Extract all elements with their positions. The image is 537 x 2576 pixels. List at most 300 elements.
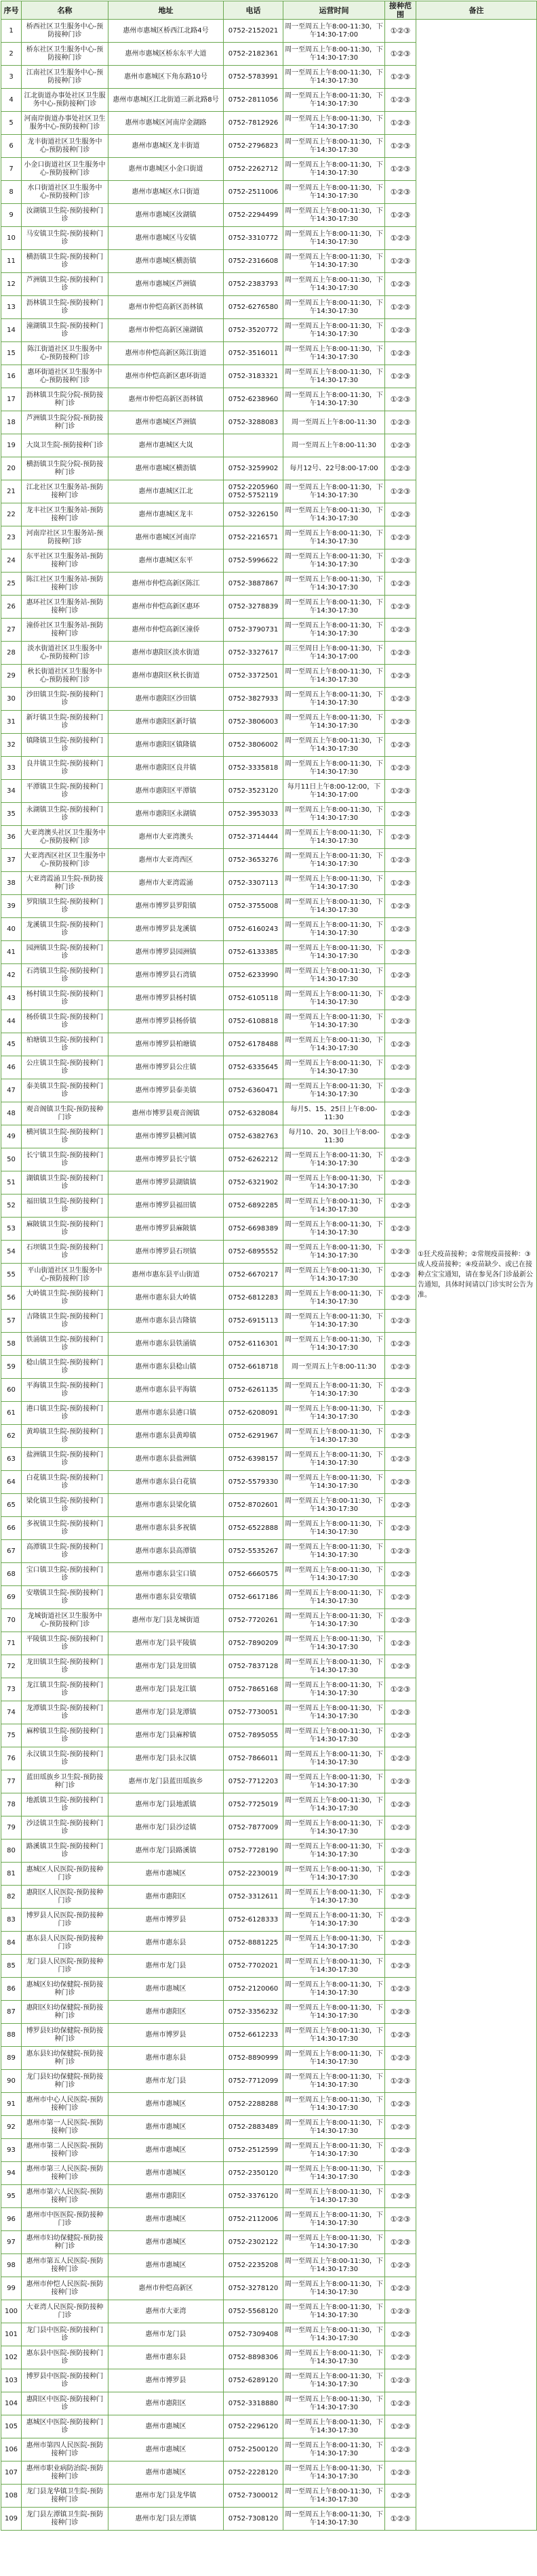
row-index: 41 (1, 941, 22, 964)
vaccine-scope: ①②③ (385, 20, 416, 43)
clinic-name: 江南社区卫生服务中心-预防接种门诊 (22, 66, 108, 89)
clinic-phone: 0752-6895552 (224, 1241, 283, 1264)
vaccine-scope: ①②③ (385, 665, 416, 688)
clinic-address: 惠州市惠城区东平 (108, 549, 224, 573)
clinic-hours: 周一至周五上午8:00-11:30，下午14:30-17:30 (283, 2323, 385, 2346)
clinic-address: 惠州市博罗县龙溪镇 (108, 918, 224, 941)
clinic-address: 惠州市龙门县龙潭镇 (108, 1701, 224, 1724)
clinic-address: 惠州市仲恺高新区潼湖镇 (108, 319, 224, 342)
clinic-phone: 0752-8898306 (224, 2346, 283, 2369)
clinic-hours: 周一至周五上午8:00-11:30，下午14:30-17:30 (283, 1863, 385, 1886)
clinic-phone: 0752-3318880 (224, 2392, 283, 2415)
vaccine-scope: ①②③ (385, 2485, 416, 2508)
clinic-address: 惠州市惠东县 (108, 2047, 224, 2070)
clinic-name: 龙潭镇卫生院-预防接种门诊 (22, 1701, 108, 1724)
vaccine-scope: ①②③ (385, 1909, 416, 1932)
clinic-name: 惠城区妇幼保健院-预防接种门诊 (22, 1978, 108, 2001)
clinic-phone: 0752-5996622 (224, 549, 283, 573)
vaccine-scope: ①②③ (385, 2438, 416, 2461)
row-index: 2 (1, 43, 22, 66)
clinic-name: 河南岸社区卫生服务站-预防接种门诊 (22, 526, 108, 549)
clinic-address: 惠州市博罗县观音阁镇 (108, 1102, 224, 1125)
clinic-name: 惠城区人民医院-预防接种门诊 (22, 1863, 108, 1886)
clinic-address: 惠州市龙门县龙田镇 (108, 1655, 224, 1678)
clinic-name: 柏塘镇卫生院-预防接种门诊 (22, 1033, 108, 1056)
row-index: 43 (1, 987, 22, 1010)
clinic-address: 惠州市博罗县杨侨镇 (108, 1010, 224, 1033)
vaccine-scope: ①②③ (385, 918, 416, 941)
clinic-phone: 0752-2120060 (224, 1978, 283, 2001)
row-index: 86 (1, 1978, 22, 2001)
col-header-name: 名称 (22, 1, 108, 20)
clinic-hours: 周一至周五上午8:00-11:30，下午14:30-17:30 (283, 1701, 385, 1724)
clinic-name: 博罗县妇幼保健院-预防接种门诊 (22, 2024, 108, 2047)
clinic-phone: 0752-3806003 (224, 711, 283, 734)
clinic-address: 惠州市惠城区江北 (108, 480, 224, 503)
clinic-address: 惠州市惠阳区淡水街道 (108, 642, 224, 665)
clinic-hours: 周一至周五上午8:00-11:30，下午14:30-17:30 (283, 2438, 385, 2461)
clinic-hours: 周一至周五上午8:00-11:30，下午14:30-17:30 (283, 89, 385, 112)
row-index: 100 (1, 2300, 22, 2323)
row-index: 17 (1, 388, 22, 411)
clinic-name: 长宁镇卫生院-预防接种门诊 (22, 1148, 108, 1171)
vaccine-scope: ①②③ (385, 2392, 416, 2415)
clinic-name: 龙门县妇幼保健院-预防接种门诊 (22, 2070, 108, 2093)
clinic-phone: 0752-7308120 (224, 2508, 283, 2531)
row-index: 50 (1, 1148, 22, 1171)
row-index: 101 (1, 2323, 22, 2346)
clinic-name: 黄埠镇卫生院-预防接种门诊 (22, 1425, 108, 1448)
clinic-address: 惠州市龙门县龙城街道 (108, 1609, 224, 1632)
vaccine-scope: ①②③ (385, 250, 416, 273)
row-index: 66 (1, 1517, 22, 1540)
row-index: 76 (1, 1747, 22, 1770)
clinic-name: 吉隆镇卫生院-预防接种门诊 (22, 1310, 108, 1333)
clinic-address: 惠州市惠阳区 (108, 1886, 224, 1909)
clinic-name: 龙丰街道社区卫生服务中心-预防接种门诊 (22, 135, 108, 158)
vaccine-scope: ①②③ (385, 2185, 416, 2208)
clinic-name: 惠州市第四人民医院-预防接种门诊 (22, 2438, 108, 2461)
vaccine-scope: ①②③ (385, 1863, 416, 1886)
clinic-phone: 0752-7728190 (224, 1840, 283, 1863)
clinic-hours: 周一至周五上午8:00-11:30，下午14:30-17:30 (283, 2277, 385, 2300)
row-index: 25 (1, 573, 22, 596)
clinic-hours: 周一至周五上午8:00-11:30，下午14:30-17:30 (283, 1471, 385, 1494)
vaccine-scope: ①②③ (385, 1632, 416, 1655)
clinic-phone: 0752-2216571 (224, 526, 283, 549)
row-index: 9 (1, 204, 22, 227)
row-index: 35 (1, 803, 22, 826)
vaccine-scope: ①②③ (385, 964, 416, 987)
clinic-address: 惠州市惠东县白花镇 (108, 1471, 224, 1494)
vaccine-scope: ①②③ (385, 1402, 416, 1425)
row-index: 96 (1, 2208, 22, 2231)
clinic-hours: 周一至周五上午8:00-11:30，下午14:30-17:30 (283, 987, 385, 1010)
clinic-name: 大亚湾霞涌卫生院-预防接种门诊 (22, 872, 108, 895)
clinic-name: 平陵镇卫生院-预防接种门诊 (22, 1632, 108, 1655)
clinic-hours: 周一至周五上午8:00-11:30，下午14:30-17:30 (283, 1517, 385, 1540)
row-index: 34 (1, 780, 22, 803)
clinic-phone: 0752-7712099 (224, 2070, 283, 2093)
row-index: 105 (1, 2415, 22, 2438)
clinic-phone: 0752-8890999 (224, 2047, 283, 2070)
row-index: 82 (1, 1886, 22, 1909)
clinic-name: 秋长街道社区卫生服务中心-预防接种门诊 (22, 665, 108, 688)
clinic-name: 惠州市第三人民医院-预防接种门诊 (22, 2162, 108, 2185)
clinic-hours: 周一至周五上午8:00-11:30，下午14:30-17:30 (283, 1079, 385, 1102)
remarks-note: ①狂犬疫苗接种；②常规疫苗接种：③成人疫苗接种；④疫苗缺少、或已在接种点宝宝通知，请在参见各门诊最新公告通知，具体时间请以门诊实时公告为准。 (416, 20, 537, 2531)
row-index: 11 (1, 250, 22, 273)
clinic-hours: 周一至周五上午8:00-11:30，下午14:30-17:30 (283, 2139, 385, 2162)
clinic-name: 盐洲镇卫生院-预防接种门诊 (22, 1448, 108, 1471)
vaccine-scope: ①②③ (385, 2139, 416, 2162)
clinic-name: 蓝田瑶族乡卫生院-预防接种门诊 (22, 1770, 108, 1793)
vaccine-scope: ①②③ (385, 1125, 416, 1148)
vaccine-scope: ①②③ (385, 849, 416, 872)
row-index: 61 (1, 1402, 22, 1425)
clinic-address: 惠州市惠东县宝口镇 (108, 1563, 224, 1586)
col-header-phone: 电话 (224, 1, 283, 20)
clinic-address: 惠州市惠城区 (108, 2208, 224, 2231)
row-index: 55 (1, 1264, 22, 1287)
vaccine-scope: ①②③ (385, 2323, 416, 2346)
row-index: 95 (1, 2185, 22, 2208)
clinic-hours: 周一至周五上午8:00-11:30，下午14:30-17:30 (283, 2461, 385, 2485)
vaccine-scope: ①②③ (385, 688, 416, 711)
row-index: 98 (1, 2254, 22, 2277)
clinic-phone: 0752-3307113 (224, 872, 283, 895)
row-index: 53 (1, 1218, 22, 1241)
clinic-hours: 周一至周五上午8:00-11:30，下午14:30-17:30 (283, 1287, 385, 1310)
clinic-name: 稔山镇卫生院-预防接种门诊 (22, 1356, 108, 1379)
clinic-phone: 0752-7300012 (224, 2485, 283, 2508)
clinic-phone: 0752-2811056 (224, 89, 283, 112)
clinic-hours: 周一至周五上午8:00-11:30，下午14:30-17:30 (283, 1678, 385, 1701)
clinic-hours: 周一至周五上午8:00-11:30，下午14:30-17:30 (283, 1978, 385, 2001)
clinic-phone: 0752-2294499 (224, 204, 283, 227)
clinic-address: 惠州市惠东县铁涌镇 (108, 1333, 224, 1356)
vaccine-scope: ①②③ (385, 434, 416, 457)
clinic-hours: 周一至周五上午8:00-11:30，下午14:30-17:30 (283, 1148, 385, 1171)
clinic-address: 惠州市博罗县罗阳镇 (108, 895, 224, 918)
row-index: 88 (1, 2024, 22, 2047)
clinic-name: 永湖镇卫生院-预防接种门诊 (22, 803, 108, 826)
clinic-hours: 周一至周五上午8:00-11:30 (283, 434, 385, 457)
clinic-phone: 0752-6915113 (224, 1310, 283, 1333)
clinic-hours: 周一至周五上午8:00-11:30，下午14:30-17:30 (283, 2185, 385, 2208)
clinic-phone: 0752-7812926 (224, 112, 283, 135)
clinic-hours: 周一至周五上午8:00-11:30，下午14:30-17:30 (283, 1264, 385, 1287)
clinic-phone: 0752-6328084 (224, 1102, 283, 1125)
vaccine-scope: ①②③ (385, 642, 416, 665)
clinic-address: 惠州市博罗县湖镇镇 (108, 1171, 224, 1194)
clinic-name: 惠环街道社区卫生服务中心-预防接种门诊 (22, 365, 108, 388)
clinic-hours: 周一至周五上午8:00-11:30，下午14:30-17:30 (283, 872, 385, 895)
clinic-name: 芦洲镇卫生院-预防接种门诊 (22, 273, 108, 296)
vaccine-scope: ①②③ (385, 1171, 416, 1194)
clinic-address: 惠州市博罗县横河镇 (108, 1125, 224, 1148)
row-index: 20 (1, 457, 22, 480)
row-index: 3 (1, 66, 22, 89)
vaccine-scope: ①②③ (385, 826, 416, 849)
clinic-hours: 周一至周五上午8:00-11:30，下午14:30-17:30 (283, 2392, 385, 2415)
clinic-address: 惠州市龙门县平陵镇 (108, 1632, 224, 1655)
clinic-address: 惠州市龙门县麻榨镇 (108, 1724, 224, 1747)
clinic-phone: 0752-3790731 (224, 619, 283, 642)
clinic-address: 惠州市博罗县公庄镇 (108, 1056, 224, 1079)
row-index: 91 (1, 2093, 22, 2116)
vaccine-scope: ①②③ (385, 457, 416, 480)
vaccine-scope: ①②③ (385, 1678, 416, 1701)
row-index: 60 (1, 1379, 22, 1402)
row-index: 58 (1, 1333, 22, 1356)
clinic-hours: 周一至周五上午8:00-11:30，下午14:30-17:30 (283, 2093, 385, 2116)
clinic-hours: 周一至周五上午8:00-11:30，下午14:30-17:30 (283, 1632, 385, 1655)
clinic-hours: 周一至周五上午8:00-11:30，下午14:30-17:30 (283, 112, 385, 135)
row-index: 32 (1, 734, 22, 757)
clinic-phone: 0752-3312611 (224, 1886, 283, 1909)
clinic-phone: 0752-2500120 (224, 2438, 283, 2461)
row-index: 48 (1, 1102, 22, 1125)
clinic-phone: 0752-6660575 (224, 1563, 283, 1586)
clinic-hours: 周一至周五上午8:00-11:30，下午14:30-17:30 (283, 1218, 385, 1241)
clinic-address: 惠州市惠城区江北街道三新北路8号 (108, 89, 224, 112)
clinic-hours: 周一至周五上午8:00-11:30，下午14:30-17:30 (283, 803, 385, 826)
clinic-hours: 周一至周五上午8:00-11:30，下午14:30-17:30 (283, 2047, 385, 2070)
clinic-address: 惠州市惠东县 (108, 1932, 224, 1955)
clinic-name: 杨侨镇卫生院-预防接种门诊 (22, 1010, 108, 1033)
clinic-address: 惠州市大亚湾澳头 (108, 826, 224, 849)
clinic-name: 平海镇卫生院-预防接种门诊 (22, 1379, 108, 1402)
clinic-hours: 周一至周五上午8:00-11:30，下午14:30-17:30 (283, 503, 385, 526)
clinic-address: 惠州市龙门县 (108, 1955, 224, 1978)
clinic-address: 惠州市惠城区下角东路10号 (108, 66, 224, 89)
row-index: 73 (1, 1678, 22, 1701)
clinic-name: 福田镇卫生院-预防接种门诊 (22, 1194, 108, 1218)
row-index: 97 (1, 2231, 22, 2254)
clinic-name: 石湾镇卫生院-预防接种门诊 (22, 964, 108, 987)
clinic-phone: 0752-2796823 (224, 135, 283, 158)
vaccine-scope: ①②③ (385, 1241, 416, 1264)
clinic-name: 惠州市第一人民医院-预防接种门诊 (22, 2116, 108, 2139)
clinic-phone: 0752-3288083 (224, 411, 283, 434)
clinic-hours: 周一至周五上午8:00-11:30，下午14:30-17:30 (283, 1379, 385, 1402)
vaccine-scope: ①②③ (385, 549, 416, 573)
clinic-hours: 周一至周五上午8:00-11:30，下午14:30-17:30 (283, 1194, 385, 1218)
clinic-phone: 0752-2302122 (224, 2231, 283, 2254)
clinic-phone: 0752-6398157 (224, 1448, 283, 1471)
clinic-name: 江北街道办事处社区卫生服务中心-预防接种门诊 (22, 89, 108, 112)
clinic-address: 惠州市惠阳区平潭镇 (108, 780, 224, 803)
clinic-phone: 0752-3887867 (224, 573, 283, 596)
vaccine-scope: ①②③ (385, 2047, 416, 2070)
clinic-address: 惠州市博罗县石湾镇 (108, 964, 224, 987)
row-index: 36 (1, 826, 22, 849)
clinic-address: 惠州市惠城区芦洲镇 (108, 273, 224, 296)
clinic-name: 龙田镇卫生院-预防接种门诊 (22, 1655, 108, 1678)
vaccine-scope: ①②③ (385, 273, 416, 296)
clinic-name: 横沥镇卫生院分院-预防接种门诊 (22, 457, 108, 480)
clinic-address: 惠州市龙门县 (108, 2070, 224, 2093)
clinic-address: 惠州市惠东县盐洲镇 (108, 1448, 224, 1471)
row-index: 45 (1, 1033, 22, 1056)
row-index: 10 (1, 227, 22, 250)
clinic-address: 惠州市惠城区水口街道 (108, 181, 224, 204)
row-index: 28 (1, 642, 22, 665)
clinic-hours: 周一至周五上午8:00-11:30，下午14:30-17:30 (283, 2001, 385, 2024)
vaccine-scope: ①②③ (385, 1310, 416, 1333)
clinic-phone: 0752-3278839 (224, 596, 283, 619)
row-index: 104 (1, 2392, 22, 2415)
clinic-hours: 周一至周五上午8:00-11:30，下午14:30-17:30 (283, 711, 385, 734)
clinic-name: 陈江街道社区卫生服务中心-预防接种门诊 (22, 342, 108, 365)
vaccine-scope: ①②③ (385, 1563, 416, 1586)
clinic-address: 惠州市惠城区 (108, 2093, 224, 2116)
vaccine-scope: ①②③ (385, 596, 416, 619)
clinic-phone: 0752-6522888 (224, 1517, 283, 1540)
row-index: 59 (1, 1356, 22, 1379)
clinic-hours: 周一至周五上午8:00-11:30，下午14:30-17:30 (283, 549, 385, 573)
clinic-name: 大亚湾澳头社区卫生服务中心-预防接种门诊 (22, 826, 108, 849)
vaccine-scope: ①②③ (385, 987, 416, 1010)
row-index: 63 (1, 1448, 22, 1471)
clinic-address: 惠州市惠城区龙丰街道 (108, 135, 224, 158)
row-index: 78 (1, 1793, 22, 1816)
clinic-address: 惠州市惠城区 (108, 2231, 224, 2254)
row-index: 77 (1, 1770, 22, 1793)
clinic-phone: 0752-6233990 (224, 964, 283, 987)
row-index: 68 (1, 1563, 22, 1586)
clinic-name: 湖镇镇卫生院-预防接种门诊 (22, 1171, 108, 1194)
clinic-hours: 周一至周五上午8:00-11:30，下午14:30-17:30 (283, 1310, 385, 1333)
clinic-address: 惠州市龙门县地派镇 (108, 1793, 224, 1816)
clinic-hours: 周一至周五上午8:00-11:30，下午14:30-17:30 (283, 1494, 385, 1517)
vaccine-scope: ①②③ (385, 2369, 416, 2392)
clinic-phone: 0752-3806002 (224, 734, 283, 757)
row-index: 23 (1, 526, 22, 549)
clinic-phone: 0752-7730051 (224, 1701, 283, 1724)
clinic-address: 惠州市博罗县 (108, 2369, 224, 2392)
clinic-hours: 周一至周五上午8:00-11:30，下午14:30-17:30 (283, 665, 385, 688)
clinic-address: 惠州市惠城区 (108, 2438, 224, 2461)
clinic-hours: 周一至周五上午8:00-11:30，下午14:30-17:30 (283, 895, 385, 918)
clinic-hours: 周一至周五上午8:00-11:30，下午14:30-17:30 (283, 227, 385, 250)
table-body (1, 20, 537, 2531)
clinic-name: 博罗县人民医院-预防接种门诊 (22, 1909, 108, 1932)
vaccine-scope: ①②③ (385, 2001, 416, 2024)
row-index: 7 (1, 158, 22, 181)
vaccine-scope: ①②③ (385, 526, 416, 549)
vaccine-scope: ①②③ (385, 1932, 416, 1955)
clinic-hours: 周一至周五上午8:00-11:30，下午14:30-17:30 (283, 573, 385, 596)
clinic-address: 惠州市博罗县泰美镇 (108, 1079, 224, 1102)
clinic-hours: 周一至周五上午8:00-11:30，下午14:30-17:30 (283, 964, 385, 987)
vaccine-scope: ①②③ (385, 2162, 416, 2185)
row-index: 33 (1, 757, 22, 780)
clinic-address: 惠州市惠东县梁化镇 (108, 1494, 224, 1517)
row-index: 80 (1, 1840, 22, 1863)
clinic-address: 惠州市龙门县永汉镇 (108, 1747, 224, 1770)
clinic-hours: 周一至周五上午8:00-11:30，下午14:30-17:30 (283, 526, 385, 549)
clinic-name: 大亚湾西区社区卫生服务中心-预防接种门诊 (22, 849, 108, 872)
vaccine-scope: ①②③ (385, 2024, 416, 2047)
row-index: 31 (1, 711, 22, 734)
clinic-hours: 周一至周五上午8:00-11:30，下午14:30-17:30 (283, 1793, 385, 1816)
clinic-name: 汝湖镇卫生院-预防接种门诊 (22, 204, 108, 227)
clinic-phone: 0752-3327617 (224, 642, 283, 665)
clinic-name: 惠州市中心人民医院-预防接种门诊 (22, 2093, 108, 2116)
clinic-hours: 周一至周五上午8:00-11:30 (283, 1356, 385, 1379)
row-index: 49 (1, 1125, 22, 1148)
row-index: 38 (1, 872, 22, 895)
clinic-address: 惠州市惠城区小金口街道 (108, 158, 224, 181)
clinic-address: 惠州市仲恺高新区陈江 (108, 573, 224, 596)
clinic-name: 良井镇卫生院-预防接种门诊 (22, 757, 108, 780)
clinic-address: 惠州市惠阳区镇隆镇 (108, 734, 224, 757)
clinic-name: 惠阳区妇幼保健院-预防接种门诊 (22, 2001, 108, 2024)
clinic-name: 地派镇卫生院-预防接种门诊 (22, 1793, 108, 1816)
vaccine-scope: ①②③ (385, 1471, 416, 1494)
row-index: 75 (1, 1724, 22, 1747)
row-index: 74 (1, 1701, 22, 1724)
clinic-phone: 0752-6618718 (224, 1356, 283, 1379)
clinic-hours: 周一至周五上午8:00-11:30，下午14:30-17:30 (283, 2369, 385, 2392)
row-index: 1 (1, 20, 22, 43)
row-index: 37 (1, 849, 22, 872)
clinic-name: 新圩镇卫生院-预防接种门诊 (22, 711, 108, 734)
clinic-address: 惠州市惠东县港口镇 (108, 1402, 224, 1425)
clinic-phone: 0752-2296120 (224, 2415, 283, 2438)
clinic-name: 惠州市第六人民医院-预防接种门诊 (22, 2185, 108, 2208)
vaccine-scope: ①②③ (385, 941, 416, 964)
clinic-name: 沥林镇卫生院-预防接种门诊 (22, 296, 108, 319)
clinic-phone: 0752-2230019 (224, 1863, 283, 1886)
clinic-hours: 周一至周五上午8:00-11:30，下午14:30-17:30 (283, 1010, 385, 1033)
clinic-name: 平潭镇卫生院-预防接种门诊 (22, 780, 108, 803)
vaccine-scope: ①②③ (385, 1079, 416, 1102)
clinic-name: 马安镇卫生院-预防接种门诊 (22, 227, 108, 250)
vaccine-scope: ①②③ (385, 1609, 416, 1632)
clinic-address: 惠州市惠东县稔山镇 (108, 1356, 224, 1379)
clinic-address: 惠州市惠城区 (108, 2162, 224, 2185)
clinic-phone: 0752-6698389 (224, 1218, 283, 1241)
clinic-hours: 周一至周五上午8:00-11:30，下午14:30-17:30 (283, 1909, 385, 1932)
clinic-hours: 周一至周五上午8:00-11:30，下午14:30-17:30 (283, 1840, 385, 1863)
clinic-phone: 0752-7702021 (224, 1955, 283, 1978)
vaccine-scope: ①②③ (385, 2208, 416, 2231)
vaccine-scope: ①②③ (385, 2093, 416, 2116)
clinic-phone: 0752-7712203 (224, 1770, 283, 1793)
row-index: 65 (1, 1494, 22, 1517)
clinic-phone: 0752-7720261 (224, 1609, 283, 1632)
clinic-address: 惠州市仲恺高新区惠环 (108, 596, 224, 619)
clinic-hours: 周一至周五上午8:00-11:30，下午14:30-17:30 (283, 296, 385, 319)
clinic-hours: 周一至周五上午8:00-11:30，下午14:30-17:30 (283, 2162, 385, 2185)
clinic-name: 大亚湾人民医院-预防接种门诊 (22, 2300, 108, 2323)
vaccine-scope: ①②③ (385, 1724, 416, 1747)
clinic-hours: 每月12号、22号8:00-17:00 (283, 457, 385, 480)
clinic-phone: 0752-5783991 (224, 66, 283, 89)
clinic-phone: 0752-6321902 (224, 1171, 283, 1194)
clinic-hours: 周一至周五上午8:00-11:30，下午14:30-17:30 (283, 734, 385, 757)
clinic-name: 惠州市中医医院-预防接种门诊 (22, 2208, 108, 2231)
clinic-name: 芦洲镇卫生院分院-预防接种门诊 (22, 411, 108, 434)
clinic-hours: 周一至周五上午8:00-11:30，下午14:30-17:30 (283, 2508, 385, 2531)
row-index: 106 (1, 2438, 22, 2461)
clinic-name: 惠东县中医院-预防接种门诊 (22, 2346, 108, 2369)
clinic-name: 惠阳区中医院-预防接种门诊 (22, 2392, 108, 2415)
clinic-name: 港口镇卫生院-预防接种门诊 (22, 1402, 108, 1425)
